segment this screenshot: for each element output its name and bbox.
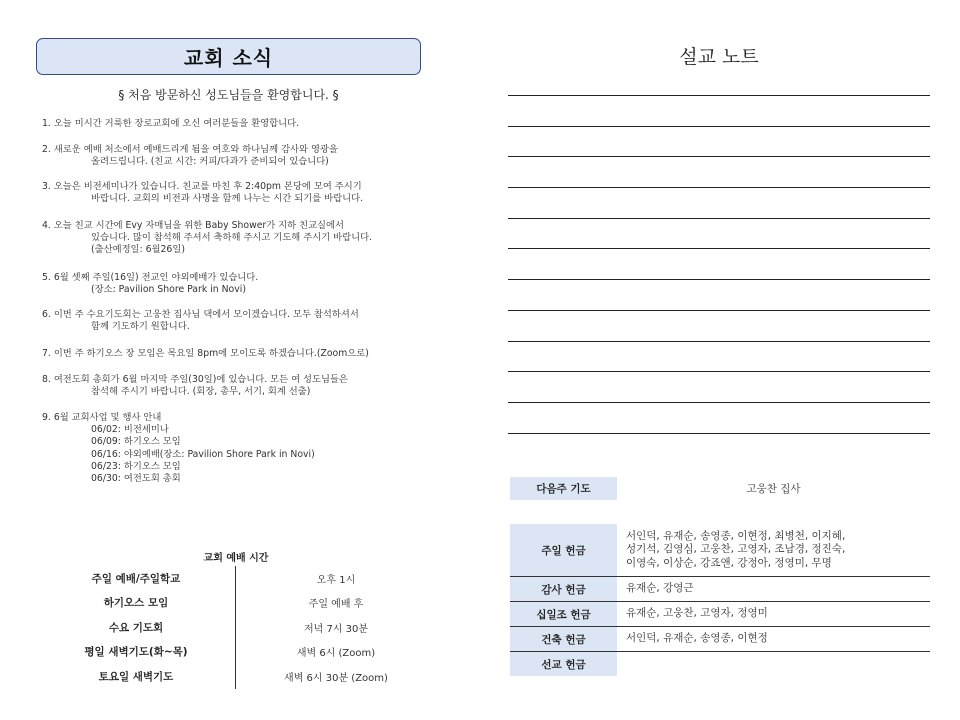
offering-names: 서인덕, 유재순, 송영종, 이현정: [626, 632, 768, 645]
notice-line: 8. 여전도회 총회가 6월 마지막 주일(30일)에 있습니다. 모든 여 성도님들은: [42, 374, 348, 385]
offering-table: [510, 524, 930, 676]
note-line: [508, 310, 930, 341]
offering-row: [510, 524, 930, 577]
service-row: [36, 640, 436, 665]
service-name: 토요일 새벽기도: [98, 670, 174, 683]
offering-row: [510, 577, 930, 602]
offering-names: 유재순, 고웅찬, 고영자, 정영미: [626, 607, 768, 620]
service-name: 하기오스 모임: [103, 597, 169, 610]
note-line: [508, 433, 930, 464]
service-time: 새벽 6시 30분 (Zoom): [284, 672, 388, 684]
service-table-divider: [235, 566, 236, 689]
service-time: 오후 1시: [316, 574, 356, 586]
service-name: 주일 예배/주일학교: [91, 572, 181, 585]
notice-item: [42, 348, 462, 360]
notice-item: [42, 309, 462, 333]
note-line: [508, 95, 930, 126]
news-title: 교회 소식: [36, 38, 421, 75]
notice-line: 참석해 주시기 바랍니다. (회장, 총무, 서기, 회계 선출): [91, 386, 311, 398]
notice-line: 3. 오늘은 비전세미나가 있습니다. 친교를 마친 후 2:40pm 본당에 모여 주시기: [42, 181, 362, 192]
service-times-table: [36, 566, 436, 689]
notice-item: [42, 220, 462, 257]
notice-line: 올려드립니다. (친교 시간: 커피/다과가 준비되어 있습니다): [91, 156, 329, 168]
notice-line: 2. 새로운 예배 처소에서 예배드리게 됨을 여호와 하나님께 감사와 영광을: [42, 144, 338, 155]
offering-label: 주일 헌금: [510, 524, 617, 576]
schedule-entry: 06/09: 하기오스 모임: [91, 436, 181, 448]
notice-line: 바랍니다. 교회의 비전과 사명을 함께 나누는 시간 되기를 바랍니다.: [91, 193, 364, 205]
notice-line: (장소: Pavilion Shore Park in Novi): [91, 284, 246, 296]
service-times-title: 교회 예배 시간: [203, 553, 269, 564]
notice-item: [42, 181, 462, 205]
notice-line: 4. 오늘 친교 시간에 Evy 자매님을 위한 Baby Shower가 지하 친교실에서: [42, 220, 345, 231]
notice-item: [42, 118, 462, 130]
service-time: 저녁 7시 30분: [303, 623, 369, 635]
prayer-label: 다음주 기도: [510, 477, 617, 500]
note-line: [508, 371, 930, 402]
offering-label: 선교 헌금: [510, 652, 617, 676]
notice-line: (출산예정일: 6월26일): [91, 244, 185, 256]
offering-names-line: 서인덕, 유재순, 송영종, 이현정, 최병천, 이지혜,: [626, 530, 846, 543]
prayer-value: 고웅찬 집사: [746, 483, 801, 495]
offering-names-line: 이영숙, 이상순, 강죠앤, 강정아, 정영미, 무명: [626, 556, 832, 569]
notice-line: 6. 이번 주 수요기도회는 고웅찬 집사님 댁에서 모이겠습니다. 모두 참석하셔서: [42, 309, 359, 320]
offering-label: 감사 헌금: [510, 577, 617, 601]
note-line: [508, 156, 930, 187]
notice-line: 있습니다. 많이 참석해 주셔서 축하해 주시고 기도해 주시기 바랍니다.: [91, 232, 373, 244]
notice-line: 함께 기도하기 원합니다.: [91, 321, 190, 333]
service-row: [36, 615, 436, 640]
welcome-message: § 처음 방문하신 성도님들을 환영합니다. §: [118, 88, 339, 102]
schedule-entry: 06/30: 여전도회 총회: [91, 473, 181, 485]
notice-item: [42, 144, 462, 168]
offering-label: 십일조 헌금: [510, 602, 617, 626]
offering-names: 유재순, 강영근: [626, 582, 694, 595]
offering-names: [617, 652, 930, 676]
offering-row: [510, 652, 930, 676]
notice-line: 7. 이번 주 하기오스 장 모임은 목요일 8pm에 모이도록 하겠습니다.(Zoom으로): [42, 348, 369, 359]
service-name: 평일 새벽기도(화~목): [84, 646, 188, 659]
note-line: [508, 218, 930, 249]
next-week-prayer: [510, 477, 930, 500]
offering-row: [510, 627, 930, 652]
note-line: [508, 402, 930, 433]
service-row: [36, 664, 436, 689]
schedule-block: [42, 412, 462, 485]
offering-row: [510, 602, 930, 627]
offering-names-line: 성기석, 김영심, 고웅찬, 고영자, 조남경, 정진숙,: [626, 543, 846, 556]
notice-item: [42, 272, 462, 296]
sermon-notes-title: 설교 노트: [679, 46, 759, 68]
service-row: [36, 566, 436, 591]
service-name: 수요 기도회: [108, 621, 164, 634]
offering-label: 건축 헌금: [510, 627, 617, 651]
note-line: [508, 126, 930, 157]
service-time: 주일 예배 후: [308, 599, 364, 611]
service-row: [36, 591, 436, 616]
schedule-heading: 9. 6월 교회사업 및 행사 안내: [42, 412, 162, 423]
offering-names: [617, 524, 930, 576]
note-line: [508, 187, 930, 218]
notice-line: 5. 6월 셋째 주일(16일) 전교인 야외예배가 있습니다.: [42, 272, 259, 283]
notice-line: 1. 오늘 미시간 거룩한 장로교회에 오신 여러분들을 환영합니다.: [42, 118, 300, 129]
schedule-entry: 06/23: 하기오스 모임: [91, 460, 181, 472]
notice-item: [42, 374, 462, 398]
schedule-entry: 06/02: 비전세미나: [91, 424, 169, 436]
note-line: [508, 279, 930, 310]
note-line: [508, 341, 930, 372]
sermon-note-lines: [508, 95, 930, 463]
note-line: [508, 248, 930, 279]
service-time: 새벽 6시 (Zoom): [296, 648, 376, 660]
schedule-entry: 06/16: 야외예배(장소: Pavilion Shore Park in Novi): [91, 448, 315, 460]
